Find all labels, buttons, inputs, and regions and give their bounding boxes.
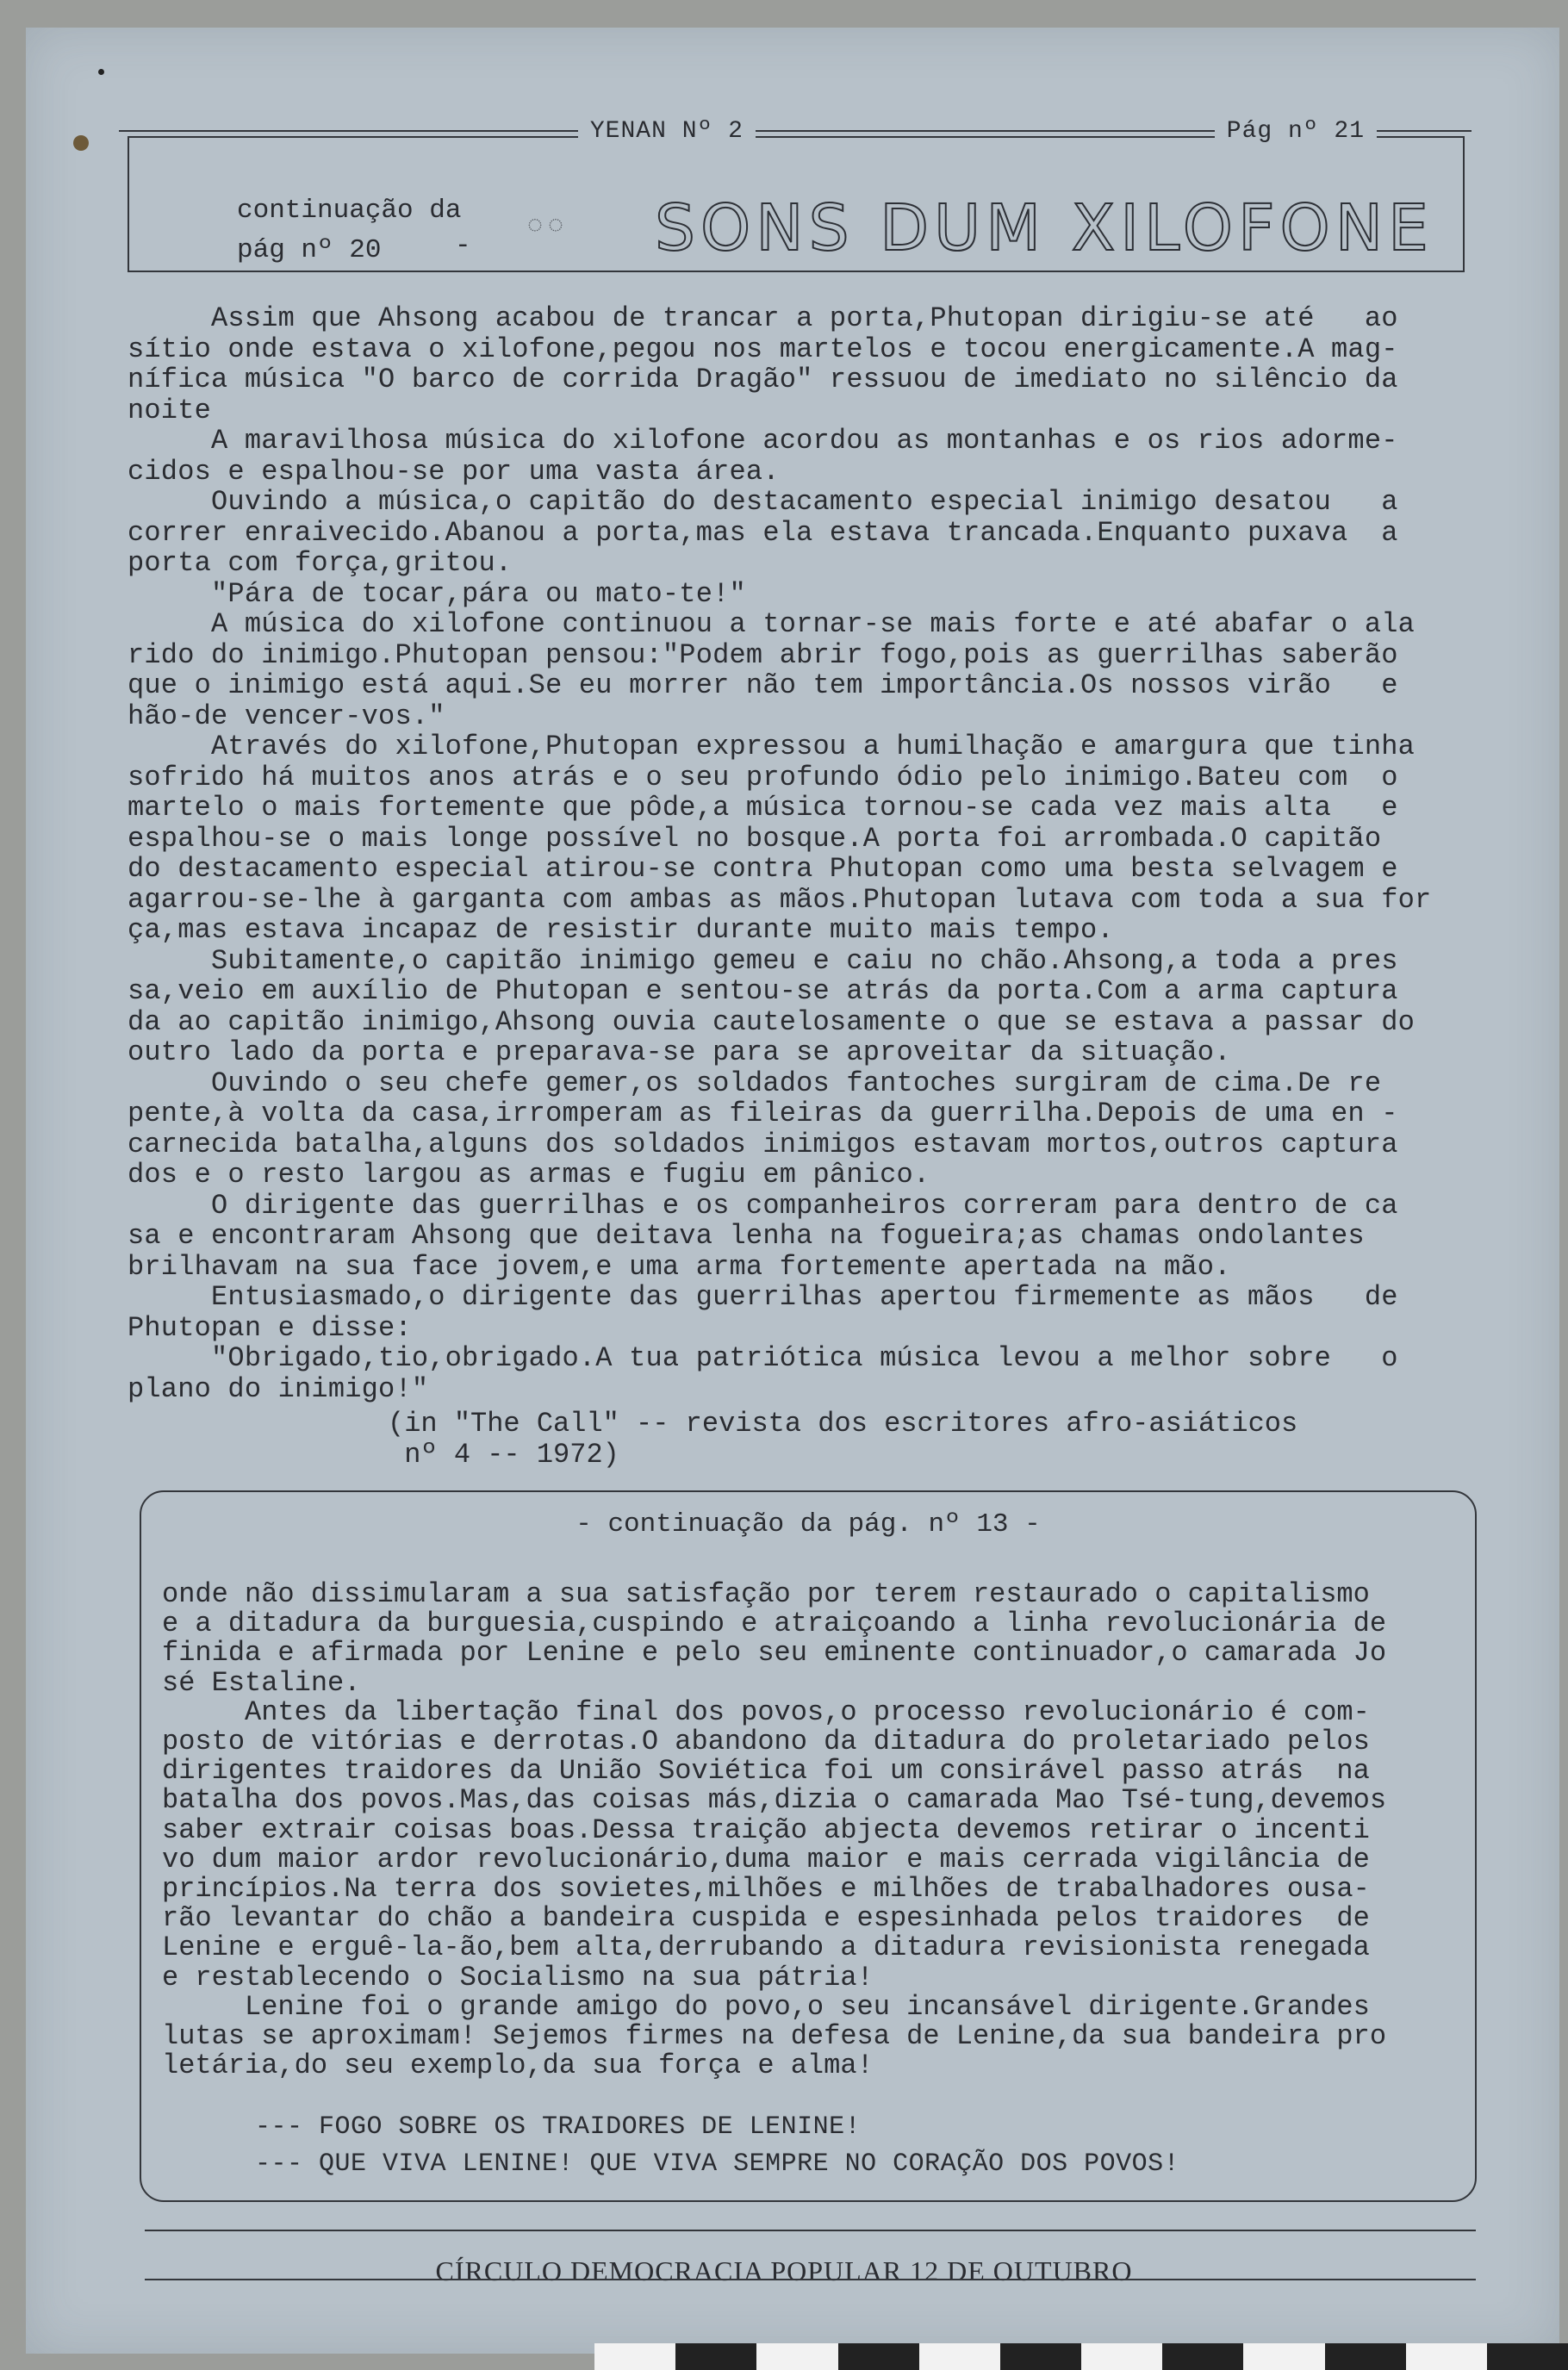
story-body: Assim que Ahsong acabou de trancar a porta,Phutopan dirigiu-se até ao sítio onde estava o xilofone,pegou nos martelos e tocou energicamente.A mag- nífica música "O barco de corrida Dragão" ressuou de imediato no silêncio da noite A maravilhosa música do xilofone acordou as montanhas e os rios adorme- cidos e espalhou-se por uma vasta área. Ouvindo a música,o capitão do destacamento especial inimigo desatou a correr enraivecido.Abanou a porta,mas ela estava trancada.Enquanto puxava a porta com força,gritou. "Pára de tocar,pára ou mato-te!" A música do xilofone continuou a tornar-se mais forte e até abafar o ala rido do inimigo.Phutopan pensou:"Podem abrir fogo,pois as guerrilhas saberão que o inimigo está aqui.Se eu morrer não tem importância.Os nossos virão e hão-de vencer-vos." Através do xilofone,Phutopan expressou a humilhação e amargura que tinha sofrido há muitos anos atrás e o seu profundo ódio pelo inimigo.Bateu com o martelo o mais fortemente que pôde,a música tornou-se cada vez mais alta e espalhou-se o mais longe possível no bosque.A porta foi arrombada.O capitão do destacamento especial atirou-se contra Phutopan como uma besta selvagem e agarrou-se-lhe à garganta com ambas as mãos.Phutopan lutava com toda a sua for ça,mas estava incapaz de resistir durante muito mais tempo. Subitamente,o capitão inimigo gemeu e caiu no chão.Ahsong,a toda a pres sa,veio em auxílio de Phutopan e sentou-se atrás da porta.Com a arma captura da ao capitão inimigo,Ahsong ouvia cautelosamente o que se estava a passar do outro lado da porta e preparava-se para se aproveitar da situação. Ouvindo o seu chefe gemer,os soldados fantoches surgiram de cima.De re pente,à volta da casa,irromperam as fileiras da guerrilha.Depois de uma en - carnecida batalha,alguns dos soldados inimigos estavam mortos,outros captura dos e o resto largou as armas e fugiu em pânico. O dirigente das guerrilhas e os companheiros correram para dentro de ca sa e encontraram Ahsong que deitava lenha na fogueira;as chamas ondolantes brilhavam na sua face jovem,e uma arma fortemente apertada na mão. Entusiasmado,o dirigente das guerrilhas apertou firmemente as mãos de Phutopan e disse: "Obrigado,tio,obrigado.A tua patriótica música levou a melhor sobre o plano do inimigo!" [128,302,1432,1405]
continuation-note-line1: continuação da [237,196,462,226]
color-scale-bar [594,2343,1568,2370]
footer-rule-top [145,2230,1476,2231]
continuation-body: onde não dissimularam a sua satisfação por terem restaurado o capitalismo e a ditadura da burguesia,cuspindo e atraiçoando a linha revolucionária de finida e afirmada por Lenine e pelo seu eminente continuador,o camarada Jo sé Estaline. Antes da libertação final dos povos,o processo revolucionário é com- posto de vitórias e derrotas.O abandono da ditadura do proletariado pelos dirigentes traidores da União Soviética foi um consirável passo atrás na batalha dos povos.Mas,das coisas más,dizia o camarada Mao Tsé-tung,devemos saber extrair coisas boas.Dessa traição abjecta devemos retirar o incenti vo dum maior ardor revolucionário,duma maior e mais cerrada vigilância de princípios.Na terra dos sovietes,milhões e milhões de trabalhadores ousa- rão levantar do chão a bandeira cuspida e espesinhada pelos traidores de Lenine e erguê-la-ão,bem alta,derrubando a ditadura revisionista renegada e restablecendo o Socialismo na sua pátria! Lenine foi o grande amigo do povo,o seu incansável dirigente.Grandes lutas se aproximam! Sejemos firmes na defesa de Lenine,da sua bandeira pro letária,do seu exemplo,da sua força e alma! [162,1578,1387,2082]
continuation-note [237,191,461,271]
source-citation: (in "The Call" -- revista dos escritores afro-asiáticos nº 4 -- 1972) [388,1408,1298,1471]
header-dash: - [455,231,471,261]
continuation-heading: - continuação da pág. nº 13 - [576,1509,1041,1540]
decorative-dots-icon: ◌◌ [527,212,569,241]
story-title: SONS DUM XILOFONE [655,191,1434,265]
continuation-note-line2: pág nº 20 [237,235,382,265]
publication-title: YENAN Nº 2 [578,118,756,145]
footer-organization: CÍRCULO DEMOCRACIA POPULAR 12 DE OUTUBRO [435,2255,1133,2286]
slogan-2: --- QUE VIVA LENINE! QUE VIVA SEMPRE NO CORAÇÃO DOS POVOS! [255,2149,1180,2179]
slogan-1: --- FOGO SOBRE OS TRAIDORES DE LENINE! [255,2112,862,2142]
footer-rule-bottom [145,2279,1476,2280]
ink-speck [98,69,104,75]
punch-hole [73,135,89,151]
header-top-line [119,114,1472,148]
page-number: Pág nº 21 [1215,118,1377,145]
continuation-box [140,1490,1477,2202]
